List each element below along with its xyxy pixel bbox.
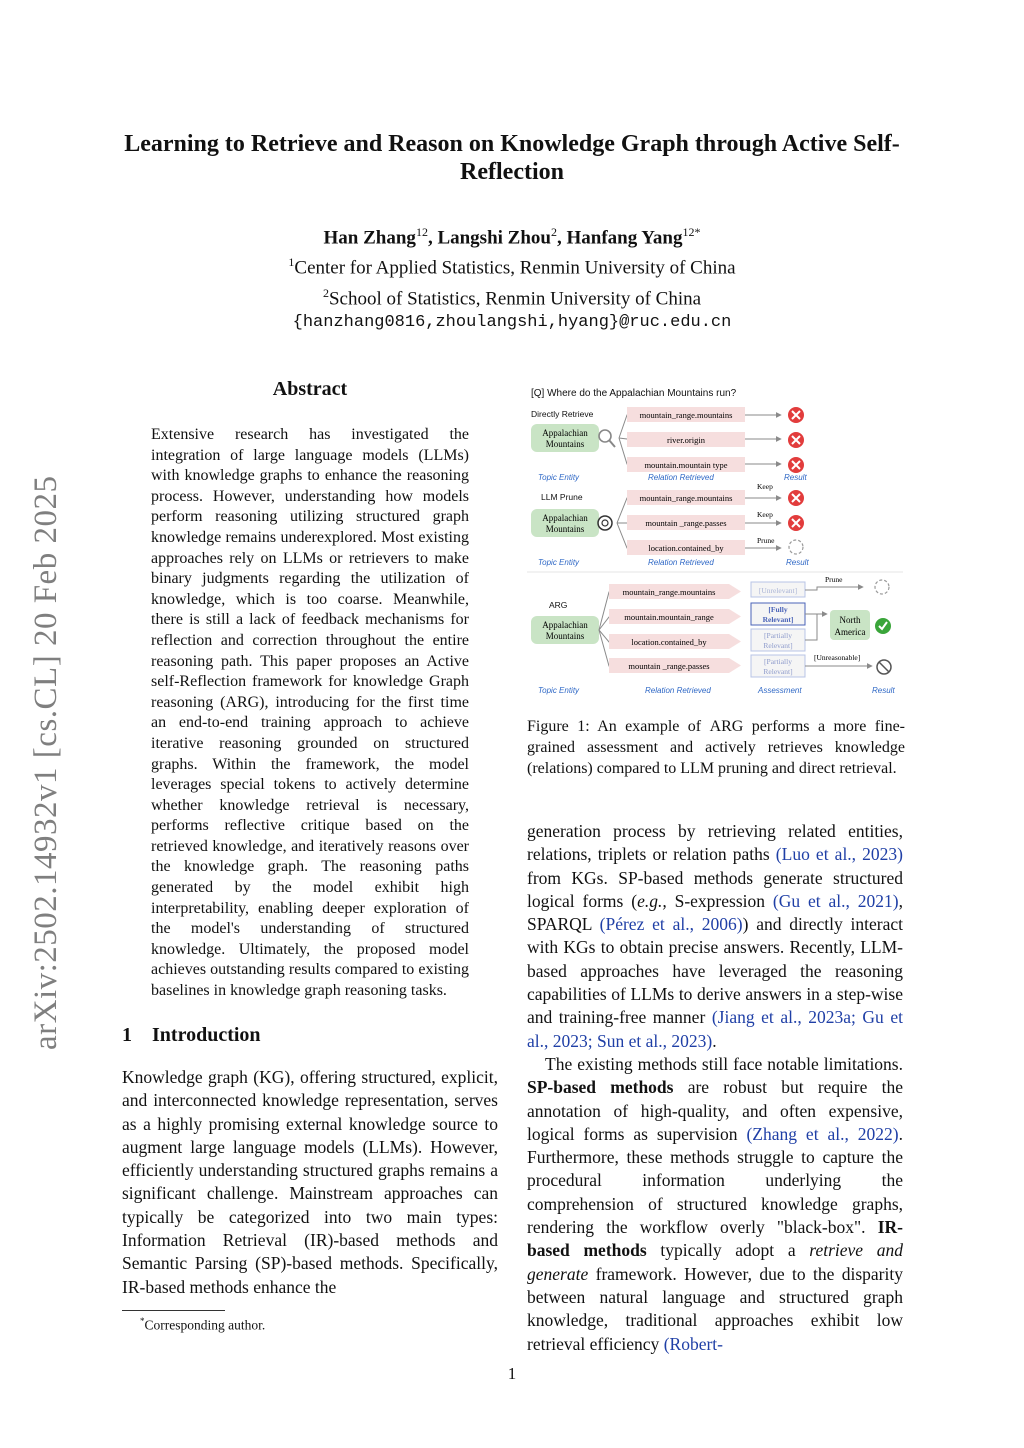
text-run: . Furthermore, these methods struggle to capture the procedural information underlying the comprehension of structured knowledge graphs, rendering the workflow overly "black-box". bbox=[527, 1123, 903, 1238]
abstract-heading: Abstract bbox=[272, 378, 348, 400]
arg-relation-4: mountain _range.passes bbox=[628, 661, 710, 671]
text-run: retrieve and generate bbox=[527, 1240, 903, 1284]
cross-icon bbox=[788, 515, 804, 531]
magnifier-icon bbox=[599, 430, 615, 447]
affiliation-1 bbox=[120, 250, 904, 280]
intro-paragraph-2 bbox=[527, 1053, 903, 1356]
footer-topic-2: Topic Entity bbox=[538, 558, 580, 567]
prune-relation-1: mountain_range.mountains bbox=[639, 493, 733, 503]
footer-topic-1: Topic Entity bbox=[538, 473, 580, 482]
pruned-placeholder-icon bbox=[789, 540, 803, 554]
topic-entity-2-line1: Appalachian bbox=[542, 513, 588, 523]
affiliation-2-mark: 2 bbox=[322, 285, 329, 300]
row-label-direct: Directly Retrieve bbox=[531, 409, 594, 419]
assessment-3-l1: [Partially bbox=[764, 631, 792, 640]
author-3: , Hanfang Yang bbox=[556, 227, 683, 249]
caption-method: ARG bbox=[709, 718, 744, 735]
section-number: 1 bbox=[122, 1024, 132, 1046]
row-label-prune: LLM Prune bbox=[541, 492, 583, 502]
footnote-mark: * bbox=[140, 1316, 145, 1326]
footer-topic-3: Topic Entity bbox=[538, 686, 580, 695]
section-heading-introduction bbox=[122, 1024, 261, 1047]
prune-action-2: Keep bbox=[757, 510, 773, 519]
arg-relation-1: mountain_range.mountains bbox=[622, 587, 716, 597]
text-run: The existing methods still face notable limitations. bbox=[545, 1053, 903, 1074]
topic-entity-3-line2: Mountains bbox=[545, 631, 585, 641]
text-run: , SPARQL bbox=[527, 890, 903, 935]
text-run: are robust but require the annotation of high-quality, and often expensive, logical forms as supervision bbox=[527, 1077, 903, 1144]
arg-prune-label: Prune bbox=[825, 575, 843, 584]
footer-relation-3: Relation Retrieved bbox=[645, 686, 711, 695]
text-run: S-expression bbox=[666, 890, 773, 911]
cross-icon bbox=[788, 407, 804, 423]
citation-link[interactable]: (Gu et al., 2021) bbox=[772, 890, 899, 911]
footer-assessment: Assessment bbox=[758, 686, 802, 695]
answer-line1: North bbox=[839, 615, 861, 625]
assessment-3-l2: Relevant] bbox=[763, 641, 793, 650]
topic-entity-1-line2: Mountains bbox=[545, 439, 585, 449]
citation-link[interactable]: (Jiang et al., 2023a; Gu et al., 2023; Sun et al., 2023) bbox=[527, 1007, 903, 1051]
prune-action-3: Prune bbox=[757, 536, 775, 545]
text-run: IR-based methods bbox=[527, 1217, 903, 1261]
text-run: typically adopt a bbox=[646, 1240, 810, 1261]
assessment-2-l2: Relevant] bbox=[762, 615, 794, 624]
arg-relation-4-tip bbox=[729, 658, 741, 673]
author-2-affil: 2 bbox=[550, 225, 557, 239]
intro-right-column bbox=[527, 820, 903, 1356]
unreasonable-label: [Unreasonable] bbox=[814, 653, 861, 662]
arg-branches bbox=[599, 592, 617, 666]
prune-action-1: Keep bbox=[757, 482, 773, 491]
assessment-1: [Unrelevant] bbox=[758, 586, 798, 595]
paper-title: Learning to Retrieve and Reason on Knowledge Graph through Active Self-Reflection bbox=[124, 131, 900, 185]
intro-left-column: Knowledge graph (KG), offering structured, explicit, and interconnected knowledge representation, serves as a highly promising external knowledge source to augment large language models (LLMs). However, efficiently understanding structured graphs remains a significant challenge. Mainstream approaches can typically be categorized into two main types: Information Retrieval (IR)-based methods and Semantic Parsing (SP)-based methods. Specifically, IR-based methods enhance the bbox=[122, 1067, 498, 1297]
affiliation-2 bbox=[120, 281, 904, 311]
check-icon bbox=[875, 618, 891, 634]
author-names bbox=[120, 220, 904, 250]
footer-relation-1: Relation Retrieved bbox=[648, 473, 714, 482]
abstract-text: Extensive research has investigated the integration of large language models (LLMs) with knowledge graphs to enhance the reasoning process. However, understanding how models perform reasoning utilizing structured graph knowledge remains underexplored. Most existing approaches rely on LLMs or retrievers to make binary judgments regarding the utilization of knowledge, which is too coarse. Meanwhile, there is still a lack of feedback mechanisms for reflection and correction throughout the entire reasoning path. This paper proposes an Active self-Reflection framework for knowledge Graph reasoning (ARG), introducing for the first time an end-to-end training approach to achieve iterative reasoning grounded on structured graphs. Within the framework, the model leverages special tokens to actively determine whether knowledge retrieval is necessary, performs reflective critique based on the retrieved knowledge, and iteratively reasons over the knowledge graph. The reasoning paths generated by the model exhibit high interpretability, enabling deeper exploration of the model's understanding of structured knowledge. Ultimately, the proposed model achieves outstanding results compared to existing baselines in knowledge graph reasoning tasks. bbox=[151, 426, 469, 1000]
author-1-affil: 12 bbox=[415, 225, 428, 239]
forbidden-icon bbox=[877, 660, 891, 674]
text-run: SP-based methods bbox=[527, 1077, 674, 1098]
arg-relation-3: location.contained_by bbox=[631, 637, 707, 647]
direct-relation-1: mountain_range.mountains bbox=[639, 410, 733, 420]
pruned-placeholder-icon bbox=[875, 580, 889, 594]
footnote bbox=[140, 1316, 265, 1334]
affiliation-1-mark: 1 bbox=[288, 255, 295, 270]
author-1: Han Zhang bbox=[323, 227, 416, 249]
arg-relation-1-tip bbox=[729, 584, 741, 599]
citation-link[interactable]: (Luo et al., 2023) bbox=[775, 844, 904, 865]
citation-link[interactable]: (Robert- bbox=[663, 1333, 723, 1354]
footer-relation-2: Relation Retrieved bbox=[648, 558, 714, 567]
affiliation-2-text: School of Statistics, Renmin University of China bbox=[328, 287, 702, 309]
topic-entity-3-line1: Appalachian bbox=[542, 620, 588, 630]
prune-relation-2: mountain _range.passes bbox=[645, 518, 727, 528]
text-run: . bbox=[712, 1030, 717, 1051]
arg-relation-2: mountain.mountain_range bbox=[624, 612, 714, 622]
row-label-arg: ARG bbox=[549, 600, 568, 610]
intro-paragraph-1 bbox=[527, 820, 903, 1053]
caption-prefix: Figure 1: An example of bbox=[527, 718, 710, 735]
figure-question: [Q] Where do the Appalachian Mountains run? bbox=[531, 388, 737, 399]
direct-result-arrows bbox=[747, 415, 781, 464]
assessment-4-l2: Relevant] bbox=[763, 667, 793, 676]
assessment-4-l1: [Partially bbox=[764, 657, 792, 666]
arg-relation-2-tip bbox=[729, 609, 741, 624]
cross-icon bbox=[788, 432, 804, 448]
text-run: generation process by retrieving related entities, relations, triplets or relation paths bbox=[527, 821, 903, 865]
figure-1-diagram bbox=[527, 382, 903, 702]
direct-relation-2: river.origin bbox=[666, 435, 706, 445]
arxiv-identifier: arXiv:2502.14932v1 [cs.CL] 20 Feb 2025 bbox=[28, 475, 64, 1050]
cross-icon bbox=[788, 490, 804, 506]
prune-relation-3: location.contained_by bbox=[648, 543, 724, 553]
page-number: 1 bbox=[507, 1364, 517, 1383]
topic-entity-1-line1: Appalachian bbox=[542, 428, 588, 438]
text-run: ) and directly interact with KGs to obtain precise answers. Recently, LLM-based approaches have leveraged the reasoning capabilities of LLMs to derive answers in a step-wise and training-free manner bbox=[527, 914, 904, 1028]
footnote-rule bbox=[122, 1310, 225, 1311]
affiliation-1-text: Center for Applied Statistics, Renmin University of China bbox=[294, 257, 736, 279]
assessment-2-l1: [Fully bbox=[768, 605, 788, 614]
section-title: Introduction bbox=[152, 1024, 261, 1046]
direct-relation-3: mountain.mountain type bbox=[644, 460, 728, 470]
text-run: framework. However, due to the disparity between natural language and structured graph knowledge, traditional approaches exhibit low retrieval efficiency bbox=[527, 1263, 903, 1354]
author-block bbox=[120, 220, 904, 335]
citation-link[interactable]: (Pérez et al., 2006) bbox=[599, 914, 743, 935]
llm-logo-icon bbox=[598, 516, 612, 530]
footnote-text: Corresponding author. bbox=[144, 1317, 266, 1333]
text-run: from KGs. SP-based methods generate structured logical forms ( bbox=[527, 867, 903, 911]
footer-result-1: Result bbox=[784, 473, 807, 482]
answer-line2: America bbox=[834, 627, 866, 637]
topic-entity-2-line2: Mountains bbox=[545, 524, 585, 534]
author-2: , Langshi Zhou bbox=[427, 227, 551, 249]
text-run: e.g., bbox=[637, 890, 667, 911]
cross-icon bbox=[788, 457, 804, 473]
arg-relation-3-tip bbox=[729, 634, 741, 649]
footer-result-2: Result bbox=[786, 558, 809, 567]
citation-link[interactable]: (Zhang et al., 2022) bbox=[746, 1123, 899, 1144]
figure-1 bbox=[527, 382, 903, 702]
figure-caption bbox=[527, 716, 905, 779]
caption-text: performs a more fine-grained assessment and actively retrieves knowledge (relations) compared to LLM pruning and direct retrieval. bbox=[527, 718, 905, 777]
author-email: {hanzhang0816,zhoulangshi,hyang}@ruc.edu.cn bbox=[292, 312, 732, 332]
author-3-affil: 12* bbox=[682, 225, 701, 239]
footer-result-3: Result bbox=[872, 686, 895, 695]
